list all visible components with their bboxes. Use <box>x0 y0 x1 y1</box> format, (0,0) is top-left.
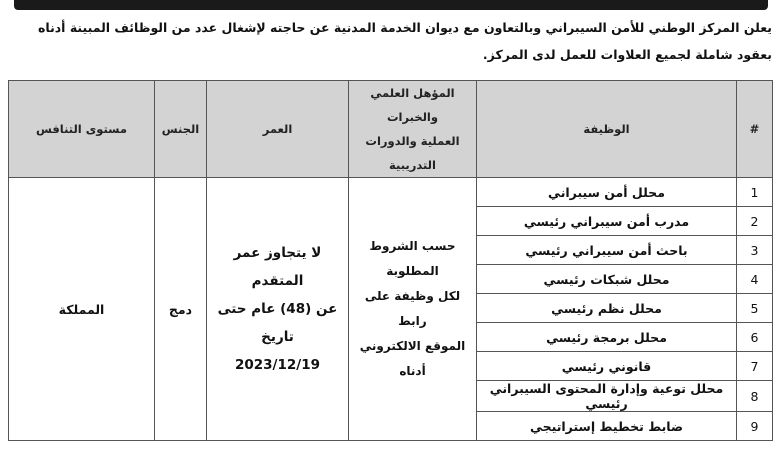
header-qualification-line1: المؤهل العلمي والخبرات <box>370 86 455 124</box>
row-job-title: باحث أمن سيبراني رئيسي <box>477 236 737 265</box>
age-line1: لا يتجاوز عمر المتقدم <box>233 245 322 289</box>
intro-paragraph: يعلن المركز الوطني للأمن السيبراني وبالتعاون مع ديوان الخدمة المدنية عن حاجته لإشغال عدد من الوظائف المبينة أدناه بعقود شاملة لجميع العلاوات للعمل لدى المركز. <box>38 20 772 62</box>
age-cell <box>207 178 349 441</box>
row-num: 4 <box>737 265 773 294</box>
row-num: 5 <box>737 294 773 323</box>
row-job-title: مدرب أمن سيبراني رئيسي <box>477 207 737 236</box>
header-qualification-line2: العملية والدورات <box>365 134 460 148</box>
row-num: 3 <box>737 236 773 265</box>
qualification-line1: حسب الشروط المطلوبة <box>369 239 456 278</box>
row-num: 1 <box>737 178 773 207</box>
row-num: 6 <box>737 323 773 352</box>
row-job-title: محلل نظم رئيسي <box>477 294 737 323</box>
qualification-cell <box>349 178 477 441</box>
header-age: العمر <box>207 81 349 178</box>
row-job-title: قانوني رئيسي <box>477 352 737 381</box>
row-job-title: محلل شبكات رئيسي <box>477 265 737 294</box>
age-line2: عن (48) عام حتى تاريخ <box>217 301 338 345</box>
row-num: 9 <box>737 412 773 441</box>
qualification-line3: الموقع الالكتروني أدناه <box>359 339 466 378</box>
header-num: # <box>737 81 773 178</box>
row-num: 7 <box>737 352 773 381</box>
row-job-title: محلل توعية وإدارة المحتوى السيبراني رئيسي <box>477 381 737 412</box>
table-row <box>9 178 773 207</box>
header-qualification <box>349 81 477 178</box>
header-qualification-line3: التدريبية <box>389 158 436 172</box>
row-job-title: محلل أمن سيبراني <box>477 178 737 207</box>
table-header-row <box>9 81 773 178</box>
competition-level-cell: المملكة <box>9 178 155 441</box>
age-date: 2023/12/19 <box>234 357 320 373</box>
row-num: 2 <box>737 207 773 236</box>
jobs-table <box>8 80 773 441</box>
header-gender: الجنس <box>155 81 207 178</box>
row-num: 8 <box>737 381 773 412</box>
row-job-title: محلل برمجة رئيسي <box>477 323 737 352</box>
header-level: مستوى التنافس <box>9 81 155 178</box>
row-job-title: ضابط تخطيط إستراتيجي <box>477 412 737 441</box>
header-banner <box>14 0 768 10</box>
qualification-line2: لكل وظيفة على رابط <box>364 289 461 328</box>
header-job: الوظيفة <box>477 81 737 178</box>
gender-cell: دمج <box>155 178 207 441</box>
